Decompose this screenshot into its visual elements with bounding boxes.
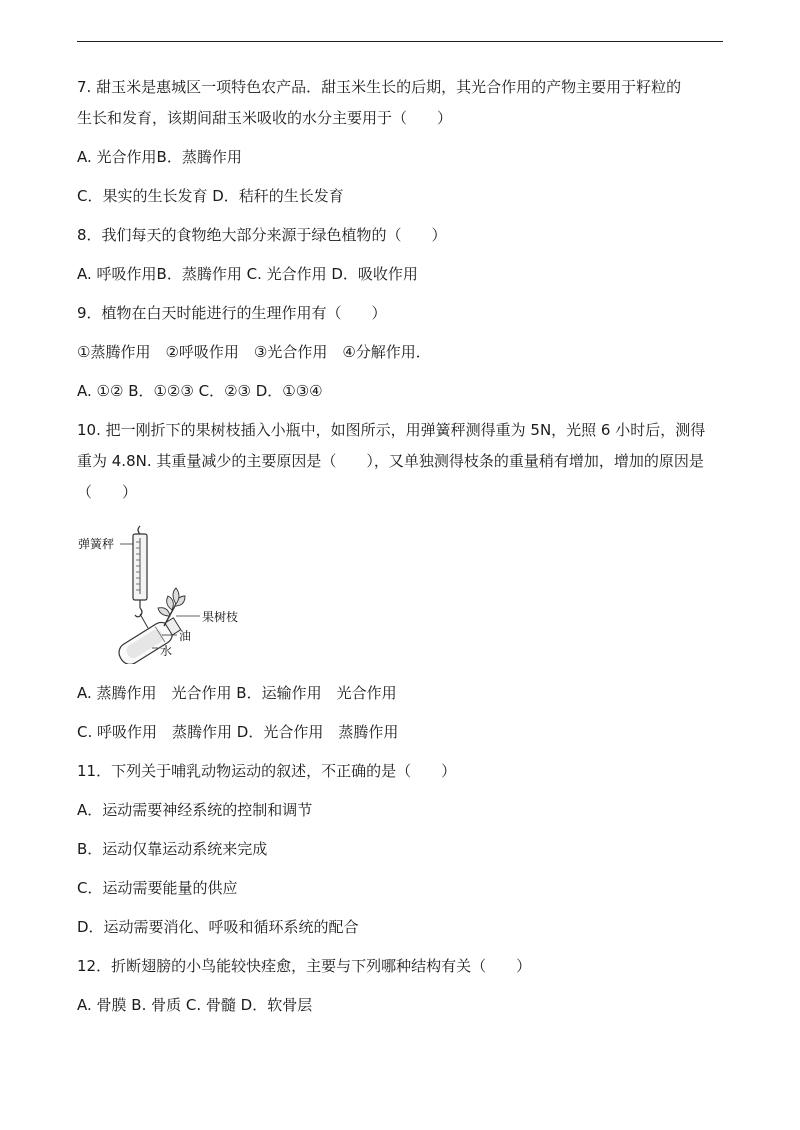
- q8-stem: 8．我们每天的食物绝大部分来源于绿色植物的（ ）: [77, 226, 447, 244]
- q7-stem-line1: 7. 甜玉米是惠城区一项特色农产品．甜玉米生长的后期，其光合作用的产物主要用于籽粒的: [77, 78, 682, 96]
- q7-stem-line2: 生长和发育，该期间甜玉米吸收的水分主要用于（ ）: [77, 109, 453, 127]
- q11-option-a: A．运动需要神经系统的控制和调节: [77, 801, 313, 819]
- spring-scale-figure: [76, 524, 266, 664]
- q10-stem-line1: 10. 把一刚折下的果树枝插入小瓶中，如图所示，用弹簧秤测得重为 5N，光照 6 小时后，测得: [77, 421, 706, 439]
- q7-options-line1: A. 光合作用B．蒸腾作用: [77, 148, 242, 166]
- figure-label-branch: 果树枝: [202, 610, 239, 624]
- q11-option-b: B．运动仅靠运动系统来完成: [77, 840, 268, 858]
- bottle: [115, 614, 183, 664]
- q10-stem-line2: 重为 4.8N. 其重量减少的主要原因是（ ），又单独测得枝条的重量稍有增加，增加的原因是: [77, 452, 704, 470]
- q12-stem: 12．折断翅膀的小鸟能较快痊愈，主要与下列哪种结构有关（ ）: [77, 957, 532, 975]
- q11-option-d: D．运动需要消化、呼吸和循环系统的配合: [77, 918, 359, 936]
- figure-label-scale: 弹簧秤: [78, 537, 115, 551]
- q8-options: A. 呼吸作用B．蒸腾作用 C. 光合作用 D．吸收作用: [77, 265, 418, 283]
- q11-stem: 11．下列关于哺乳动物运动的叙述，不正确的是（ ）: [77, 762, 457, 780]
- figure-label-oil: 油: [179, 629, 192, 643]
- q9-options: A. ①② B．①②③ C．②③ D．①③④: [77, 382, 323, 400]
- q9-stem: 9．植物在白天时能进行的生理作用有（ ）: [77, 304, 387, 322]
- figure-label-water: 水: [160, 644, 173, 658]
- q10-stem-line3: （ ）: [77, 483, 138, 501]
- q7-options-line2: C．果实的生长发育 D．秸秆的生长发育: [77, 187, 344, 205]
- q9-items: ①蒸腾作用 ②呼吸作用 ③光合作用 ④分解作用．: [77, 343, 431, 361]
- q10-options-line2: C. 呼吸作用 蒸腾作用 D．光合作用 蒸腾作用: [77, 723, 399, 741]
- q12-options: A. 骨膜 B. 骨质 C. 骨髓 D．软骨层: [77, 996, 313, 1014]
- header-rule: [77, 41, 723, 42]
- q11-option-c: C．运动需要能量的供应: [77, 879, 238, 897]
- q10-options-line1: A. 蒸腾作用 光合作用 B．运输作用 光合作用: [77, 684, 397, 702]
